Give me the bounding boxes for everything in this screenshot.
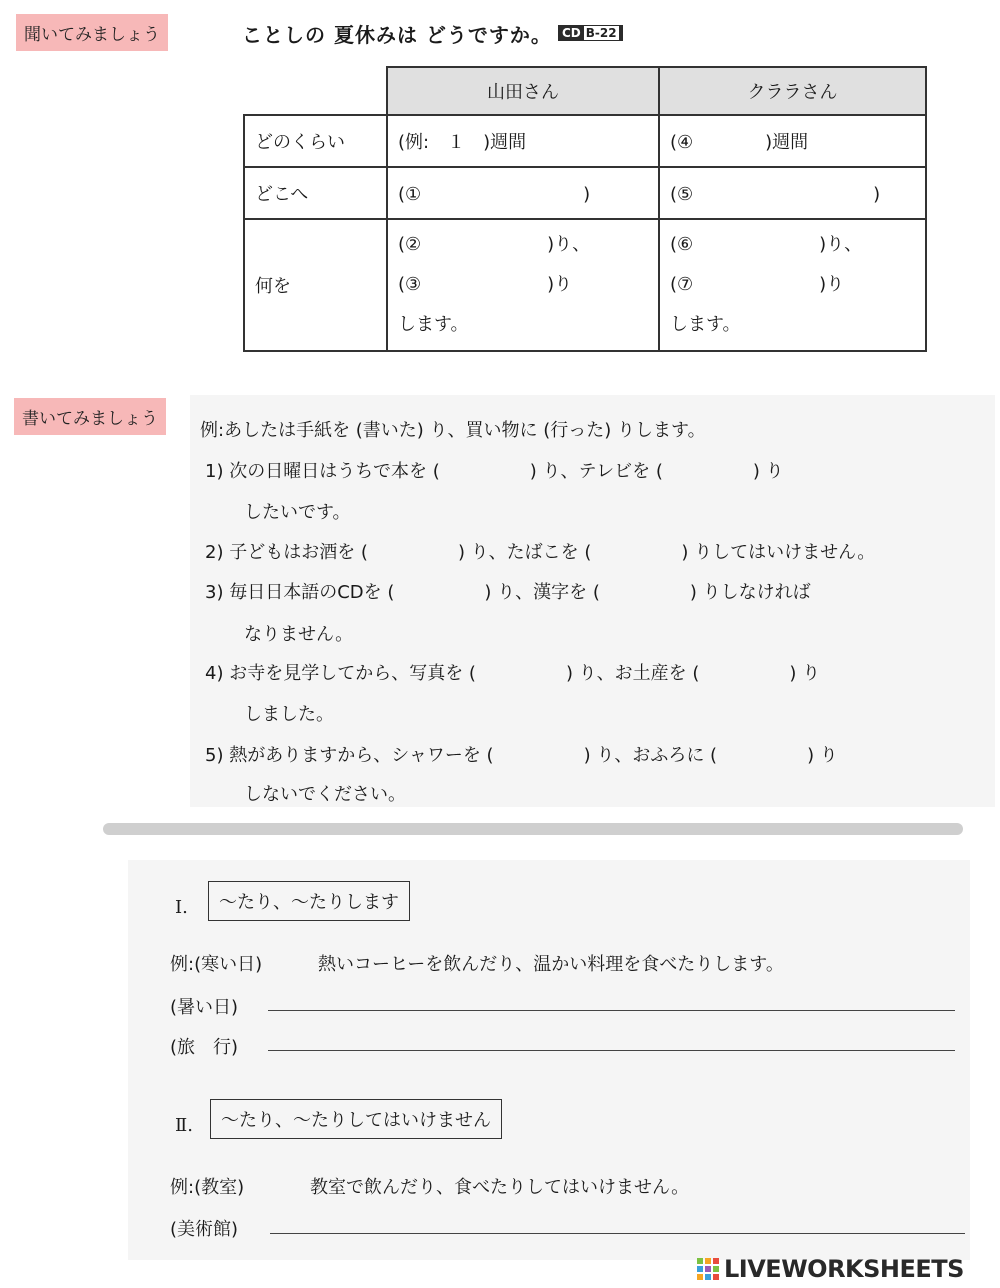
section-divider <box>103 823 963 835</box>
cd-track: B-22 <box>585 26 617 40</box>
answer-4-cell[interactable]: (④ )週間 <box>659 115 926 167</box>
write-item-1-cont: したいです。 <box>244 502 351 523</box>
row-label-what: 何を <box>244 219 387 351</box>
yamada-ending: します。 <box>398 314 469 335</box>
cd-badge <box>558 25 623 41</box>
clara-ending: します。 <box>670 314 741 335</box>
exercise-2-example-label: 例:(教室) <box>170 1177 245 1198</box>
write-item-3[interactable]: 3) 毎日日本語のCDを ( ) り、漢字を ( ) りしなければ <box>205 582 811 603</box>
row-label-duration: どのくらい <box>244 115 387 167</box>
write-section-tag: 書いてみましょう <box>14 398 166 435</box>
liveworksheets-icon <box>697 1258 719 1280</box>
write-item-3-cont: なりません。 <box>244 624 354 645</box>
exercise-2-example-answer: 教室で飲んだり、食べたりしてはいけません。 <box>310 1177 690 1198</box>
exercise-1-q2-answer-line[interactable] <box>268 1050 955 1051</box>
col-header-yamada: 山田さん <box>387 67 659 115</box>
write-item-5-cont: しないでください。 <box>244 784 406 805</box>
summer-vacation-table <box>243 66 927 352</box>
write-item-4-cont: しました。 <box>244 704 334 725</box>
answer-2-cell[interactable]: (② )り、 <box>398 234 591 255</box>
exercise-1-q1-label: (暑い日) <box>170 997 239 1018</box>
answer-6-cell[interactable]: (⑥ )り、 <box>670 234 863 255</box>
exercise-1-example-answer: 熱いコーヒーを飲んだり、温かい料理を食べたりします。 <box>318 954 784 975</box>
table-corner <box>244 67 387 115</box>
write-item-1[interactable]: 1) 次の日曜日はうちで本を ( ) り、テレビを ( ) り <box>205 461 784 482</box>
exercise-1-q2-label: (旅 行) <box>170 1037 239 1058</box>
brand-logo <box>697 1255 964 1283</box>
exercise-1-number: Ⅰ. <box>175 897 188 918</box>
listen-title: ことしの 夏休みは どうですか。 <box>242 23 552 47</box>
exercise-2-pattern: 〜たり、〜たりしてはいけません <box>210 1099 502 1139</box>
exercise-1-example-label: 例:(寒い日) <box>170 954 263 975</box>
exercise-1-pattern: 〜たり、〜たりします <box>208 881 410 921</box>
answer-7-cell[interactable]: (⑦ )り <box>670 274 845 295</box>
answer-3-cell[interactable]: (③ )り <box>398 274 573 295</box>
answer-1-cell[interactable]: (① ) <box>387 167 659 219</box>
row-label-where: どこへ <box>244 167 387 219</box>
listen-section-tag: 聞いてみましょう <box>16 14 168 51</box>
write-example: 例:あしたは手紙を (書いた) り、買い物に (行った) りします。 <box>200 420 706 441</box>
cell-clara-activities <box>659 219 926 351</box>
write-item-4[interactable]: 4) お寺を見学してから、写真を ( ) り、お土産を ( ) り <box>205 663 821 684</box>
cell-yamada-duration: (例: １ )週間 <box>387 115 659 167</box>
exercise-1-q1-answer-line[interactable] <box>268 1010 955 1011</box>
write-item-5[interactable]: 5) 熱がありますから、シャワーを ( ) り、おふろに ( ) り <box>205 745 838 766</box>
col-header-clara: クララさん <box>659 67 926 115</box>
brand-name: LIVEWORKSHEETS <box>724 1255 964 1283</box>
write-item-2[interactable]: 2) 子どもはお酒を ( ) り、たばこを ( ) りしてはいけません。 <box>205 542 876 563</box>
cell-yamada-activities <box>387 219 659 351</box>
cd-label: CD <box>562 26 581 40</box>
answer-5-cell[interactable]: (⑤ ) <box>659 167 926 219</box>
exercise-2-q1-answer-line[interactable] <box>270 1233 965 1234</box>
exercise-2-number: Ⅱ. <box>175 1115 193 1136</box>
exercise-2-q1-label: (美術館) <box>170 1219 239 1240</box>
